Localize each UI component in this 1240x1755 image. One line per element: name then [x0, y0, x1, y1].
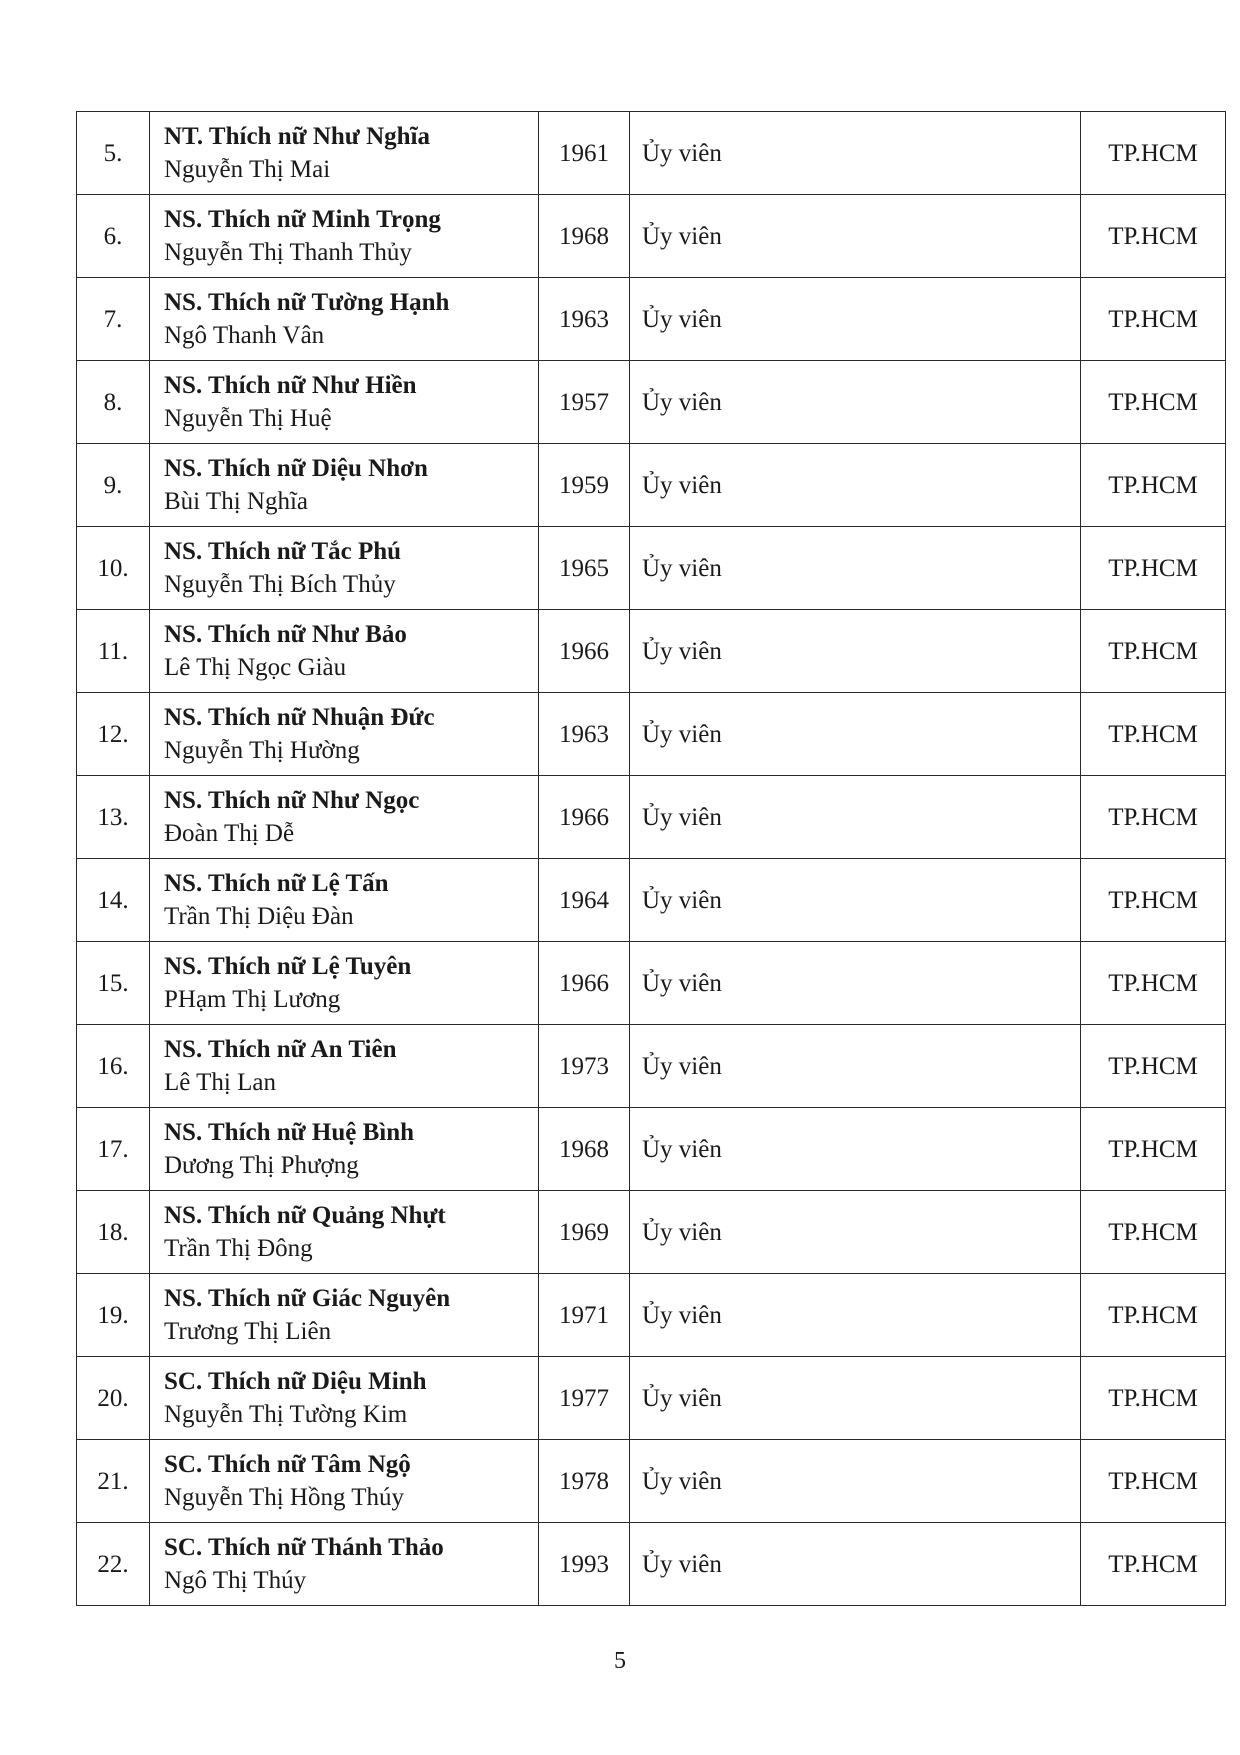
role-cell: Ủy viên: [630, 776, 1081, 859]
table-row: [77, 610, 1226, 693]
name-cell: [150, 1025, 539, 1108]
birth-year-cell: 1978: [539, 1440, 630, 1523]
lay-name: Nguyễn Thị Hồng Thúy: [164, 1484, 405, 1511]
table-row: [77, 859, 1226, 942]
member-table: [76, 111, 1226, 1606]
lay-name: Nguyễn Thị Bích Thủy: [164, 571, 396, 598]
birth-year-cell: 1966: [539, 942, 630, 1025]
row-number-cell: 17.: [77, 1108, 150, 1191]
table-row: [77, 527, 1226, 610]
dharma-name: NS. Thích nữ An Tiên: [164, 1036, 397, 1063]
lay-name: Lê Thị Ngọc Giàu: [164, 654, 347, 681]
dharma-name: SC. Thích nữ Thánh Thảo: [164, 1534, 444, 1561]
row-number-cell: 8.: [77, 361, 150, 444]
dharma-name: NS. Thích nữ Như Bảo: [164, 621, 407, 648]
role-cell: Ủy viên: [630, 942, 1081, 1025]
lay-name: Trần Thị Đông: [164, 1235, 313, 1262]
birth-year-cell: 1973: [539, 1025, 630, 1108]
dharma-name: NS. Thích nữ Như Hiền: [164, 372, 417, 399]
lay-name: Nguyễn Thị Huệ: [164, 405, 332, 432]
dharma-name: NS. Thích nữ Lệ Tuyên: [164, 953, 412, 980]
location-cell: TP.HCM: [1081, 1108, 1226, 1191]
location-cell: TP.HCM: [1081, 1440, 1226, 1523]
role-cell: Ủy viên: [630, 1274, 1081, 1357]
dharma-name: NS. Thích nữ Như Ngọc: [164, 787, 420, 814]
lay-name: Đoàn Thị Dễ: [164, 820, 295, 847]
location-cell: TP.HCM: [1081, 278, 1226, 361]
row-number-cell: 11.: [77, 610, 150, 693]
table-row: [77, 1274, 1226, 1357]
role-cell: Ủy viên: [630, 527, 1081, 610]
name-cell: [150, 112, 539, 195]
role-cell: Ủy viên: [630, 610, 1081, 693]
lay-name: Bùi Thị Nghĩa: [164, 488, 308, 515]
table-row: [77, 1025, 1226, 1108]
dharma-name: SC. Thích nữ Tâm Ngộ: [164, 1451, 411, 1478]
row-number-cell: 6.: [77, 195, 150, 278]
birth-year-cell: 1966: [539, 610, 630, 693]
dharma-name: NS. Thích nữ Nhuận Đức: [164, 704, 435, 731]
name-cell: [150, 1523, 539, 1606]
row-number-cell: 21.: [77, 1440, 150, 1523]
birth-year-cell: 1968: [539, 1108, 630, 1191]
name-cell: [150, 361, 539, 444]
location-cell: TP.HCM: [1081, 859, 1226, 942]
table-row: [77, 1440, 1226, 1523]
name-cell: [150, 195, 539, 278]
location-cell: TP.HCM: [1081, 1523, 1226, 1606]
role-cell: Ủy viên: [630, 1025, 1081, 1108]
name-cell: [150, 1274, 539, 1357]
row-number-cell: 22.: [77, 1523, 150, 1606]
dharma-name: NS. Thích nữ Tắc Phú: [164, 538, 402, 565]
location-cell: TP.HCM: [1081, 195, 1226, 278]
role-cell: Ủy viên: [630, 1191, 1081, 1274]
location-cell: TP.HCM: [1081, 112, 1226, 195]
role-cell: Ủy viên: [630, 1523, 1081, 1606]
lay-name: Nguyễn Thị Tường Kim: [164, 1401, 408, 1428]
row-number-cell: 12.: [77, 693, 150, 776]
birth-year-cell: 1964: [539, 859, 630, 942]
dharma-name: SC. Thích nữ Diệu Minh: [164, 1368, 427, 1395]
lay-name: PHạm Thị Lương: [164, 986, 341, 1013]
role-cell: Ủy viên: [630, 1357, 1081, 1440]
location-cell: TP.HCM: [1081, 776, 1226, 859]
row-number-cell: 13.: [77, 776, 150, 859]
table-row: [77, 776, 1226, 859]
name-cell: [150, 776, 539, 859]
location-cell: TP.HCM: [1081, 361, 1226, 444]
row-number-cell: 7.: [77, 278, 150, 361]
role-cell: Ủy viên: [630, 693, 1081, 776]
birth-year-cell: 1966: [539, 776, 630, 859]
table-row: [77, 693, 1226, 776]
location-cell: TP.HCM: [1081, 942, 1226, 1025]
role-cell: Ủy viên: [630, 112, 1081, 195]
row-number-cell: 10.: [77, 527, 150, 610]
row-number-cell: 19.: [77, 1274, 150, 1357]
location-cell: TP.HCM: [1081, 1274, 1226, 1357]
dharma-name: NS. Thích nữ Lệ Tấn: [164, 870, 389, 897]
table-row: [77, 1523, 1226, 1606]
location-cell: TP.HCM: [1081, 444, 1226, 527]
row-number-cell: 16.: [77, 1025, 150, 1108]
lay-name: Ngô Thanh Vân: [164, 322, 325, 349]
table-row: [77, 1191, 1226, 1274]
lay-name: Nguyễn Thị Thanh Thủy: [164, 239, 412, 266]
lay-name: Dương Thị Phượng: [164, 1152, 359, 1179]
birth-year-cell: 1971: [539, 1274, 630, 1357]
name-cell: [150, 1191, 539, 1274]
table-row: [77, 942, 1226, 1025]
row-number-cell: 18.: [77, 1191, 150, 1274]
birth-year-cell: 1961: [539, 112, 630, 195]
name-cell: [150, 1440, 539, 1523]
table-row: [77, 112, 1226, 195]
birth-year-cell: 1969: [539, 1191, 630, 1274]
location-cell: TP.HCM: [1081, 610, 1226, 693]
row-number-cell: 20.: [77, 1357, 150, 1440]
location-cell: TP.HCM: [1081, 693, 1226, 776]
birth-year-cell: 1963: [539, 278, 630, 361]
name-cell: [150, 1108, 539, 1191]
role-cell: Ủy viên: [630, 361, 1081, 444]
table-row: [77, 278, 1226, 361]
lay-name: Nguyễn Thị Mai: [164, 156, 331, 183]
dharma-name: NS. Thích nữ Giác Nguyên: [164, 1285, 451, 1312]
table-row: [77, 444, 1226, 527]
location-cell: TP.HCM: [1081, 1357, 1226, 1440]
row-number-cell: 5.: [77, 112, 150, 195]
lay-name: Trần Thị Diệu Đàn: [164, 903, 354, 930]
dharma-name: NS. Thích nữ Minh Trọng: [164, 206, 441, 233]
member-table-body: [77, 112, 1226, 1606]
birth-year-cell: 1968: [539, 195, 630, 278]
role-cell: Ủy viên: [630, 195, 1081, 278]
name-cell: [150, 610, 539, 693]
role-cell: Ủy viên: [630, 859, 1081, 942]
name-cell: [150, 278, 539, 361]
role-cell: Ủy viên: [630, 1440, 1081, 1523]
row-number-cell: 14.: [77, 859, 150, 942]
role-cell: Ủy viên: [630, 1108, 1081, 1191]
birth-year-cell: 1965: [539, 527, 630, 610]
lay-name: Lê Thị Lan: [164, 1069, 276, 1096]
table-row: [77, 195, 1226, 278]
birth-year-cell: 1977: [539, 1357, 630, 1440]
location-cell: TP.HCM: [1081, 1191, 1226, 1274]
name-cell: [150, 942, 539, 1025]
dharma-name: NT. Thích nữ Như Nghĩa: [164, 123, 430, 150]
lay-name: Trương Thị Liên: [164, 1318, 332, 1345]
location-cell: TP.HCM: [1081, 1025, 1226, 1108]
dharma-name: NS. Thích nữ Tường Hạnh: [164, 289, 450, 316]
name-cell: [150, 527, 539, 610]
page-number: 5: [614, 1648, 626, 1674]
dharma-name: NS. Thích nữ Quảng Nhựt: [164, 1202, 446, 1229]
row-number-cell: 15.: [77, 942, 150, 1025]
dharma-name: NS. Thích nữ Huệ Bình: [164, 1119, 415, 1146]
name-cell: [150, 444, 539, 527]
birth-year-cell: 1957: [539, 361, 630, 444]
lay-name: Ngô Thị Thúy: [164, 1567, 307, 1594]
role-cell: Ủy viên: [630, 444, 1081, 527]
birth-year-cell: 1959: [539, 444, 630, 527]
name-cell: [150, 1357, 539, 1440]
row-number-cell: 9.: [77, 444, 150, 527]
table-row: [77, 1108, 1226, 1191]
location-cell: TP.HCM: [1081, 527, 1226, 610]
table-row: [77, 1357, 1226, 1440]
lay-name: Nguyễn Thị Hường: [164, 737, 360, 764]
birth-year-cell: 1993: [539, 1523, 630, 1606]
table-row: [77, 361, 1226, 444]
dharma-name: NS. Thích nữ Diệu Nhơn: [164, 455, 428, 482]
name-cell: [150, 693, 539, 776]
birth-year-cell: 1963: [539, 693, 630, 776]
name-cell: [150, 859, 539, 942]
role-cell: Ủy viên: [630, 278, 1081, 361]
